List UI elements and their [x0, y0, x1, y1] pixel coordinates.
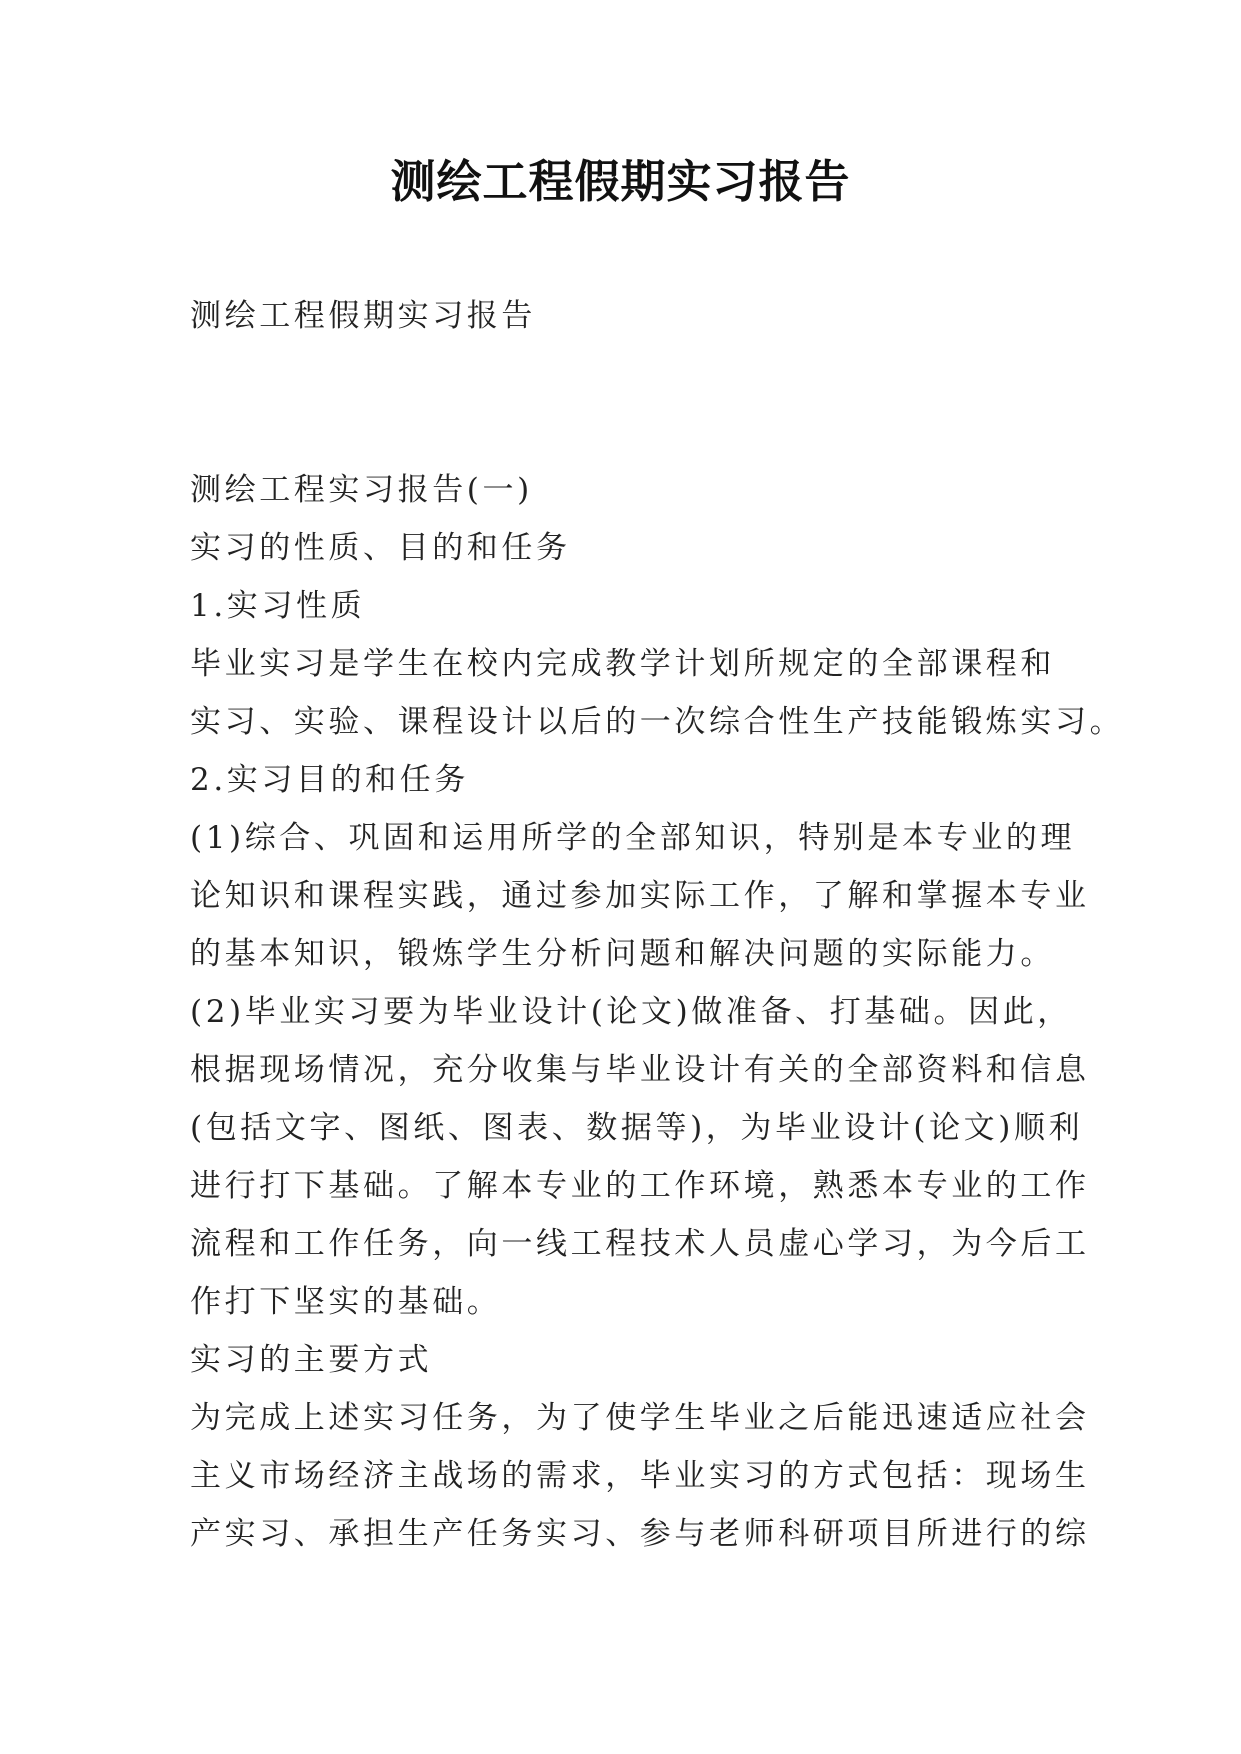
body-text-line: 为完成上述实习任务，为了使学生毕业之后能迅速适应社会	[190, 1400, 1090, 1436]
body-text-line: (包括文字、图纸、图表、数据等)，为毕业设计(论文)顺利	[190, 1110, 1084, 1146]
subtitle-line: 测绘工程假期实习报告	[190, 298, 536, 334]
body-text-line: 流程和工作任务，向一线工程技术人员虚心学习，为今后工	[190, 1226, 1090, 1262]
section-heading: 实习的主要方式	[190, 1342, 433, 1378]
body-text-line: (1)综合、巩固和运用所学的全部知识，特别是本专业的理	[190, 820, 1076, 856]
body-text-line: 论知识和课程实践，通过参加实际工作，了解和掌握本专业	[190, 878, 1090, 914]
body-text-line: (2)毕业实习要为毕业设计(论文)做准备、打基础。因此，	[190, 994, 1072, 1030]
subsection-heading: 1.实习性质	[190, 588, 366, 624]
body-text-line: 作打下坚实的基础。	[190, 1284, 502, 1320]
body-text-line: 毕业实习是学生在校内完成教学计划所规定的全部课程和	[190, 646, 1055, 682]
section-heading: 测绘工程实习报告(一)	[190, 472, 533, 508]
body-text-line: 进行打下基础。了解本专业的工作环境，熟悉本专业的工作	[190, 1168, 1090, 1204]
body-text-line: 产实习、承担生产任务实习、参与老师科研项目所进行的综	[190, 1516, 1090, 1552]
section-heading: 实习的性质、目的和任务	[190, 530, 571, 566]
document-title: 测绘工程假期实习报告	[390, 155, 851, 208]
body-text-line: 的基本知识，锻炼学生分析问题和解决问题的实际能力。	[190, 936, 1055, 972]
body-text-line: 根据现场情况，充分收集与毕业设计有关的全部资料和信息	[190, 1052, 1090, 1088]
body-text-line: 实习、实验、课程设计以后的一次综合性生产技能锻炼实习。	[190, 704, 1125, 740]
body-text-line: 主义市场经济主战场的需求，毕业实习的方式包括：现场生	[190, 1458, 1090, 1494]
subsection-heading: 2.实习目的和任务	[190, 762, 469, 798]
